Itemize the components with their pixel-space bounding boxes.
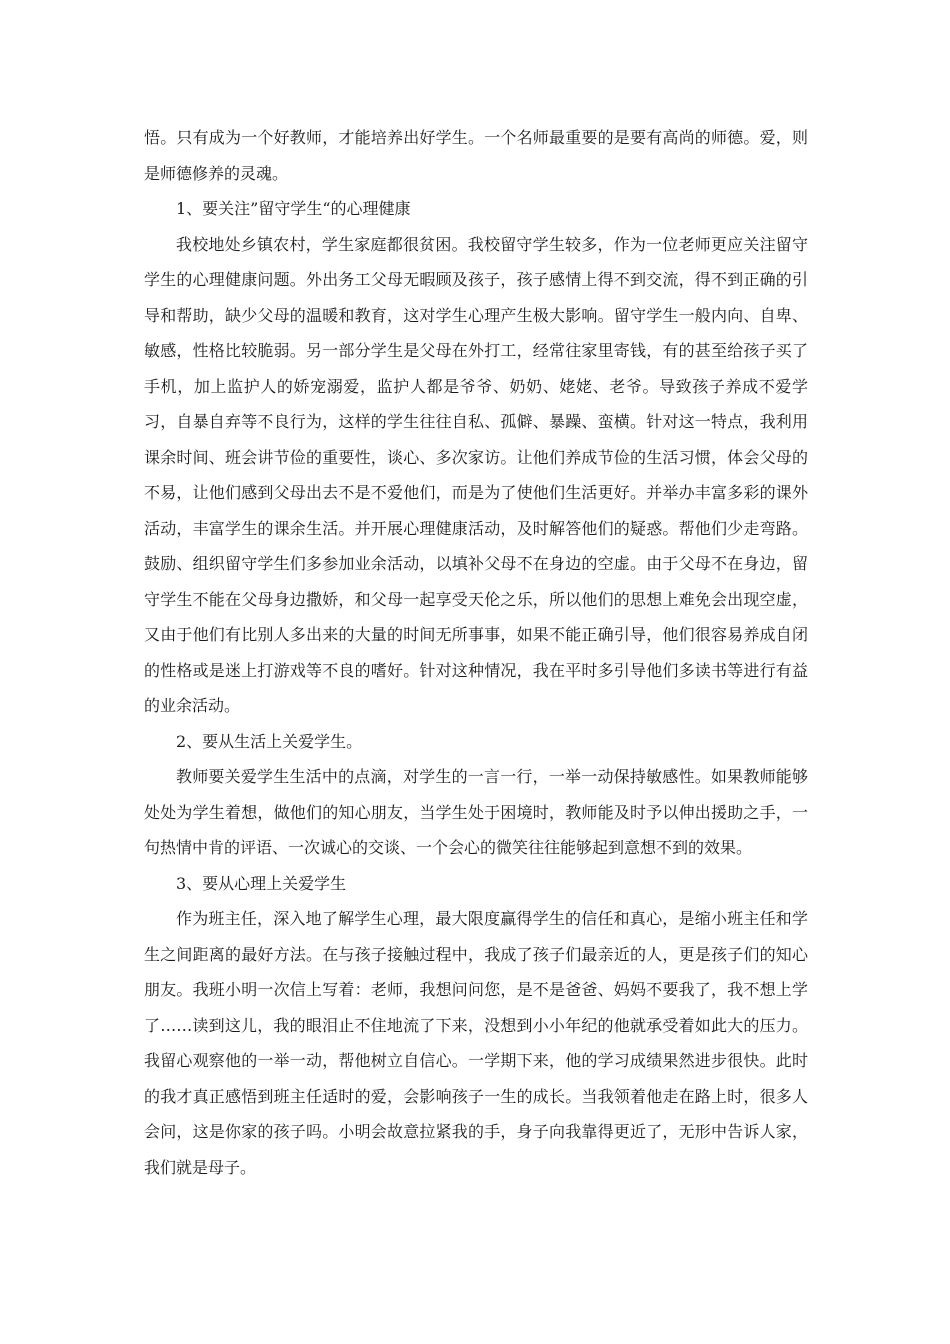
- section-heading-1: 1、要关注”留守学生“的心理健康: [176, 199, 411, 218]
- paragraph-left-behind-students: 我校地处乡镇农村，学生家庭都很贫困。我校留守学生较多，作为一位老师更应关注留守学生的心理健康问题。外出务工父母无暇顾及孩子，孩子感情上得不到交流，得不到正确的引导和帮助，缺少父母的温暖和教育，这对学生心理产生极大影响。留守学生一般内向、自卑、敏感，性格比较脆弱。另一部分学生是父母在外打工，经常往家里寄钱，有的甚至给孩子买了手机，加上监护人的娇宠溺爱，监护人都是爷爷、奶奶、姥姥、老爷。导致孩子养成不爱学习，自暴自弃等不良行为，这样的学生往往自私、孤僻、暴躁、蛮横。针对这一特点，我利用课余时间、班会讲节俭的重要性，谈心、多次家访。让他们养成节俭的生活习惯，体会父母的不易，让他们感到父母出去不是不爱他们，而是为了使他们生活更好。并举办丰富多彩的课外活动，丰富学生的课余生活。并开展心理健康活动，及时解答他们的疑惑。帮他们少走弯路。鼓励、组织留守学生们多参加业余活动，以填补父母不在身边的空虚。由于父母不在身边，留守学生不能在父母身边撒娇，和父母一起享受天伦之乐，所以他们的思想上难免会出现空虚，又由于他们有比别人多出来的大量的时间无所事事，如果不能正确引导，他们很容易养成自闭的性格或是迷上打游戏等不良的嗜好。针对这种情况，我在平时多引导他们多读书等进行有益的业余活动。: [144, 234, 808, 715]
- paragraph-life-care: 教师要关爱学生生活中的点滴，对学生的一言一行，一举一动保持敏感性。如果教师能够处处为学生着想，做他们的知心朋友，当学生处于困境时，教师能及时予以伸出援助之手，一句热情中肯的评语、一次诚心的交谈、一个会心的微笑往往能够起到意想不到的效果。: [144, 767, 808, 857]
- paragraph-continuation: 悟。只有成为一个好教师，才能培养出好学生。一个名师最重要的是要有高尚的师德。爱，则是师德修养的灵魂。: [144, 128, 808, 183]
- document-body: [144, 120, 808, 1185]
- paragraph-psychological-care: 作为班主任，深入地了解学生心理，最大限度赢得学生的信任和真心，是缩小班主任和学生之间距离的最好方法。在与孩子接触过程中，我成了孩子们最亲近的人，更是孩子们的知心朋友。我班小明一次信上写着：老师，我想问问您，是不是爸爸、妈妈不要我了，我不想上学了……读到这儿，我的眼泪止不住地流了下来，没想到小小年纪的他就承受着如此大的压力。我留心观察他的一举一动，帮他树立自信心。一学期下来，他的学习成绩果然进步很快。此时的我才真正感悟到班主任适时的爱，会影响孩子一生的成长。当我领着他走在路上时，很多人会问，这是你家的孩子吗。小明会故意拉紧我的手，身子向我靠得更近了，无形中告诉人家，我们就是母子。: [144, 909, 808, 1177]
- section-heading-3: 3、要从心理上关爱学生: [176, 873, 347, 893]
- section-heading-2: 2、要从生活上关爱学生。: [176, 731, 363, 751]
